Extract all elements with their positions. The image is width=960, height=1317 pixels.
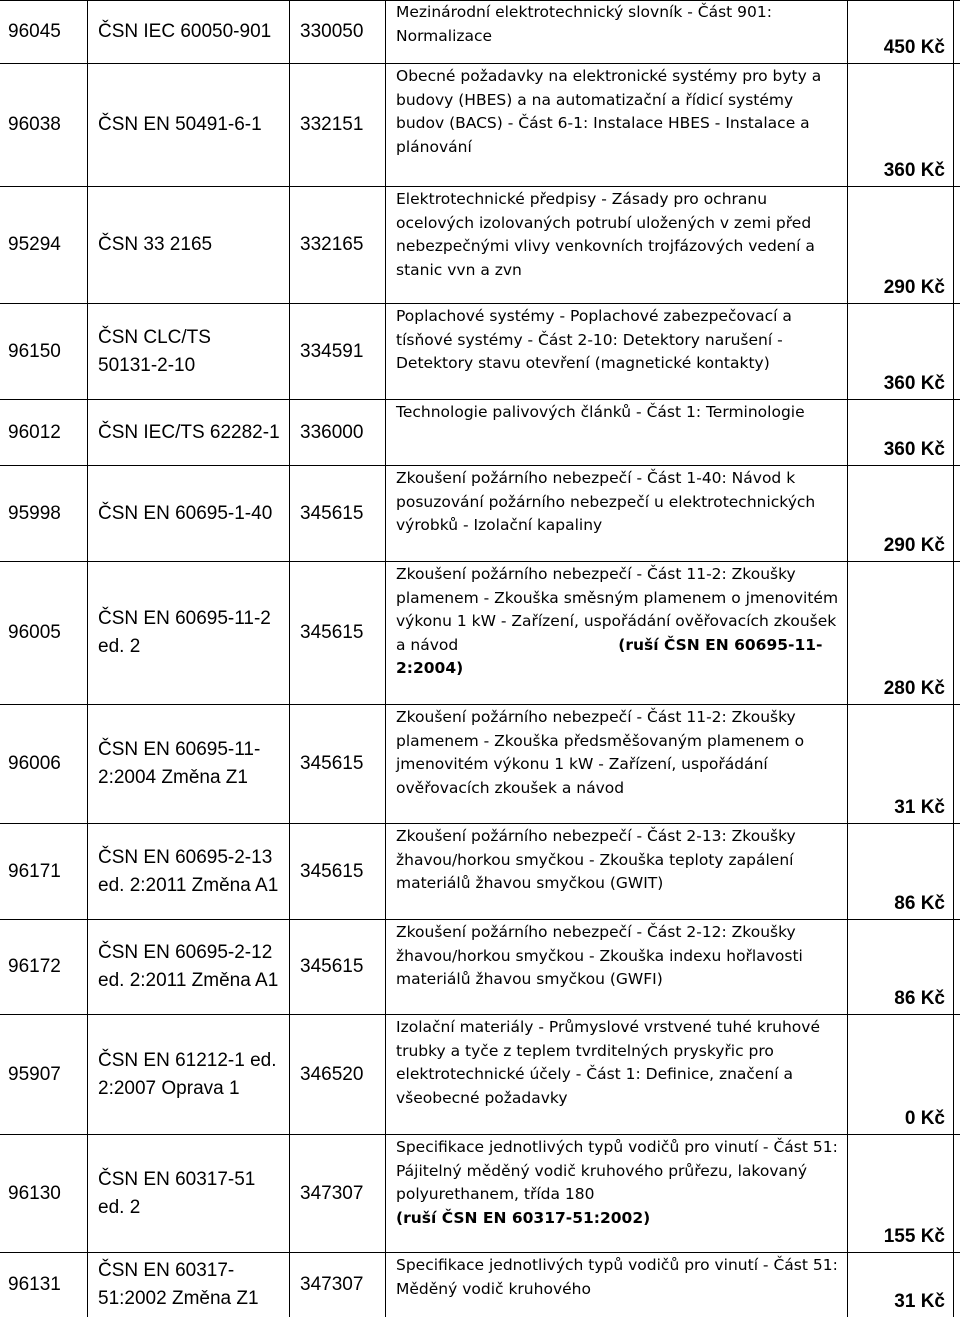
class-code-cell: [290, 400, 386, 465]
title-cell: [386, 64, 848, 186]
class-code: 346520: [300, 1063, 364, 1085]
price-cell: [848, 1135, 954, 1252]
standard-designation: ČSN EN 60695-2-12 ed. 2:2011 Změna A1: [98, 942, 279, 991]
price-cell: [848, 705, 954, 823]
price-cell: [848, 824, 954, 919]
standard-title: Obecné požadavky na elektronické systémy pro byty a budovy (HBES) a na automatizační a řídicí systémy budov (BACS) - Část 6-1: Instalace HBES - Instalace a plánování: [396, 67, 822, 156]
standard-designation: ČSN EN 60695-1-40: [98, 502, 273, 524]
standard-cell: [88, 1135, 290, 1252]
class-code-cell: [290, 1015, 386, 1134]
catalog-number-cell: [0, 1135, 88, 1252]
title-supersedes-note: (ruší ČSN EN 60695-11-2:2004): [396, 635, 823, 677]
table-row: [0, 562, 960, 705]
price-cell: [848, 304, 954, 399]
table-row: [0, 1135, 960, 1253]
title-cell: [386, 187, 848, 303]
standard-designation: ČSN EN 60695-11-2 ed. 2: [98, 608, 271, 657]
table-row: [0, 824, 960, 920]
standard-cell: [88, 466, 290, 561]
price-cell: [848, 466, 954, 561]
catalog-number-cell: [0, 64, 88, 186]
price: 290 Kč: [883, 535, 945, 556]
table-row: [0, 1253, 960, 1317]
class-code: 334591: [300, 340, 364, 362]
class-code: 345615: [300, 502, 364, 524]
standard-cell: [88, 400, 290, 465]
empty-cell: [954, 562, 960, 704]
price-cell: [848, 1015, 954, 1134]
standard-title: Technologie palivových článků - Část 1: Terminologie: [396, 403, 805, 421]
table-row: [0, 304, 960, 400]
catalog-number-cell: [0, 1253, 88, 1317]
standard-cell: [88, 304, 290, 399]
standard-cell: [88, 187, 290, 303]
title-cell: [386, 1015, 848, 1134]
empty-cell: [954, 400, 960, 465]
price-cell: [848, 400, 954, 465]
catalog-number-cell: [0, 824, 88, 919]
price: 280 Kč: [883, 678, 945, 699]
standard-cell: [88, 824, 290, 919]
empty-cell: [954, 1015, 960, 1134]
standard-title: Mezinárodní elektrotechnický slovník - Část 901: Normalizace: [396, 3, 772, 45]
catalog-number: 96038: [8, 114, 61, 135]
price: 86 Kč: [894, 893, 945, 914]
table-row: [0, 920, 960, 1015]
class-code-cell: [290, 824, 386, 919]
catalog-number: 96005: [8, 622, 61, 643]
catalog-number: 95907: [8, 1063, 61, 1085]
title-cell: [386, 400, 848, 465]
catalog-number: 96012: [8, 421, 61, 443]
class-code: 347307: [300, 1182, 364, 1204]
catalog-number: 95294: [8, 234, 61, 255]
title-cell: [386, 1253, 848, 1317]
class-code-cell: [290, 1135, 386, 1252]
title-cell: [386, 562, 848, 704]
price: 360 Kč: [883, 439, 945, 460]
class-code-cell: [290, 466, 386, 561]
standard-cell: [88, 64, 290, 186]
catalog-number: 96130: [8, 1182, 61, 1204]
title-cell: [386, 466, 848, 561]
catalog-number: 96172: [8, 956, 61, 977]
standard-title: [386, 562, 847, 681]
table-row: [0, 64, 960, 187]
standard-cell: [88, 562, 290, 704]
class-code-cell: [290, 562, 386, 704]
price: 31 Kč: [894, 1291, 945, 1312]
price: 290 Kč: [883, 277, 945, 298]
price-cell: [848, 0, 954, 63]
title-cell: [386, 824, 848, 919]
price: 360 Kč: [883, 160, 945, 181]
class-code-cell: [290, 187, 386, 303]
standard-designation: ČSN EN 50491-6-1: [98, 114, 262, 135]
standard-designation: ČSN EN 60695-11-2:2004 Změna Z1: [98, 739, 261, 788]
standard-cell: [88, 920, 290, 1014]
price: 0 Kč: [904, 1108, 945, 1129]
table-row: [0, 1015, 960, 1135]
empty-cell: [954, 0, 960, 63]
title-cell: [386, 705, 848, 823]
standard-title: [386, 1135, 847, 1230]
catalog-number-cell: [0, 1015, 88, 1134]
table-row: [0, 187, 960, 304]
class-code-cell: [290, 64, 386, 186]
standard-title: Elektrotechnické předpisy - Zásady pro ochranu ocelových izolovaných potrubí uložených v zemi před nebezpečnými vlivy venkovních trojfázových vedení a stanic vvn a zvn: [396, 190, 815, 279]
table-row: [0, 400, 960, 466]
empty-cell: [954, 466, 960, 561]
catalog-number-cell: [0, 562, 88, 704]
standard-title: Zkoušení požárního nebezpečí - Část 2-13: Zkoušky žhavou/horkou smyčkou - Zkouška teploty zapálení materiálů žhavou smyčkou (GWIT): [396, 827, 796, 892]
table-row: [0, 705, 960, 824]
catalog-number: 96150: [8, 340, 61, 362]
catalog-number-cell: [0, 920, 88, 1014]
title-cell: [386, 0, 848, 63]
price-cell: [848, 1253, 954, 1317]
price: 450 Kč: [883, 37, 945, 58]
class-code: 345615: [300, 753, 364, 774]
catalog-number: 96045: [8, 20, 61, 42]
catalog-number: 95998: [8, 502, 61, 524]
catalog-number: 96131: [8, 1274, 61, 1295]
standard-cell: [88, 705, 290, 823]
standard-title: Zkoušení požárního nebezpečí - Část 1-40: Návod k posuzování požárního nebezpečí u elektrotechnických výrobků - Izolační kapaliny: [396, 469, 816, 534]
standard-title: Poplachové systémy - Poplachové zabezpečovací a tísňové systémy - Část 2-10: Detektory narušení - Detektory stavu otevření (magnetické kontakty): [396, 307, 792, 372]
class-code-cell: [290, 705, 386, 823]
price-cell: [848, 920, 954, 1014]
empty-cell: [954, 920, 960, 1014]
price: 31 Kč: [894, 797, 945, 818]
empty-cell: [954, 1253, 960, 1317]
catalog-number-cell: [0, 304, 88, 399]
class-code: 332151: [300, 114, 364, 135]
price-cell: [848, 187, 954, 303]
price: 86 Kč: [894, 988, 945, 1009]
catalog-number-cell: [0, 187, 88, 303]
empty-cell: [954, 64, 960, 186]
class-code-cell: [290, 920, 386, 1014]
class-code: 345615: [300, 860, 364, 882]
catalog-number-cell: [0, 705, 88, 823]
standard-designation: ČSN EN 60695-2-13 ed. 2:2011 Změna A1: [98, 846, 279, 896]
class-code: 336000: [300, 421, 364, 443]
class-code-cell: [290, 304, 386, 399]
catalog-number: 96006: [8, 753, 61, 774]
empty-cell: [954, 705, 960, 823]
empty-cell: [954, 304, 960, 399]
class-code: 332165: [300, 234, 364, 255]
title-cell: [386, 1135, 848, 1252]
title-main: Specifikace jednotlivých typů vodičů pro vinutí - Část 51: Pájitelný měděný vodič kruhového průřezu, lakovaný polyurethanem, třída 180: [396, 1138, 838, 1203]
standard-designation: ČSN IEC/TS 62282-1: [98, 421, 280, 443]
title-supersedes-note: (ruší ČSN EN 60317-51:2002): [396, 1208, 651, 1227]
price-cell: [848, 64, 954, 186]
class-code: 347307: [300, 1274, 364, 1295]
standard-cell: [88, 0, 290, 63]
title-cell: [386, 920, 848, 1014]
table-row: [0, 466, 960, 562]
standard-designation: ČSN IEC 60050-901: [98, 20, 272, 42]
standard-designation: ČSN EN 60317-51:2002 Změna Z1: [98, 1260, 259, 1309]
class-code: 330050: [300, 20, 364, 42]
class-code-cell: [290, 1253, 386, 1317]
empty-cell: [954, 824, 960, 919]
standard-title: Zkoušení požárního nebezpečí - Část 2-12: Zkoušky žhavou/horkou smyčkou - Zkouška indexu hořlavosti materiálů žhavou smyčkou (GWFI): [396, 923, 803, 988]
empty-cell: [954, 187, 960, 303]
standard-designation: ČSN CLC/TS 50131-2-10: [98, 326, 211, 376]
price: 155 Kč: [883, 1226, 945, 1247]
catalog-number-cell: [0, 0, 88, 63]
price-cell: [848, 562, 954, 704]
catalog-number-cell: [0, 466, 88, 561]
standard-designation: ČSN EN 61212-1 ed. 2:2007 Oprava 1: [98, 1049, 277, 1099]
table-row: [0, 0, 960, 64]
price: 360 Kč: [883, 373, 945, 394]
standard-title: Izolační materiály - Průmyslové vrstvené tuhé kruhové trubky a tyče z teplem tvrditelných pryskyřic pro elektrotechnické účely - Část 1: Definice, značení a všeobecné požadavky: [396, 1018, 821, 1107]
class-code-cell: [290, 0, 386, 63]
standard-cell: [88, 1253, 290, 1317]
empty-cell: [954, 1135, 960, 1252]
catalog-number: 96171: [8, 860, 61, 882]
standard-cell: [88, 1015, 290, 1134]
standard-designation: ČSN 33 2165: [98, 234, 213, 255]
standard-designation: ČSN EN 60317-51 ed. 2: [98, 1168, 256, 1218]
class-code: 345615: [300, 956, 364, 977]
title-main: Zkoušení požárního nebezpečí - Část 11-2: Zkoušky plamenem - Zkouška směsným plamenem o jmenovitém výkonu 1 kW - Zařízení, uspořádání ověřovacích zkoušek a návod: [396, 565, 839, 654]
class-code: 345615: [300, 622, 364, 643]
standard-title: Specifikace jednotlivých typů vodičů pro vinutí - Část 51: Měděný vodič kruhového: [396, 1256, 838, 1298]
catalog-number-cell: [0, 400, 88, 465]
standard-title: Zkoušení požárního nebezpečí - Část 11-2: Zkoušky plamenem - Zkouška předsměšovaným plamenem o jmenovitém výkonu 1 kW - Zařízení, uspořádání ověřovacích zkoušek a návod: [396, 708, 805, 797]
title-cell: [386, 304, 848, 399]
